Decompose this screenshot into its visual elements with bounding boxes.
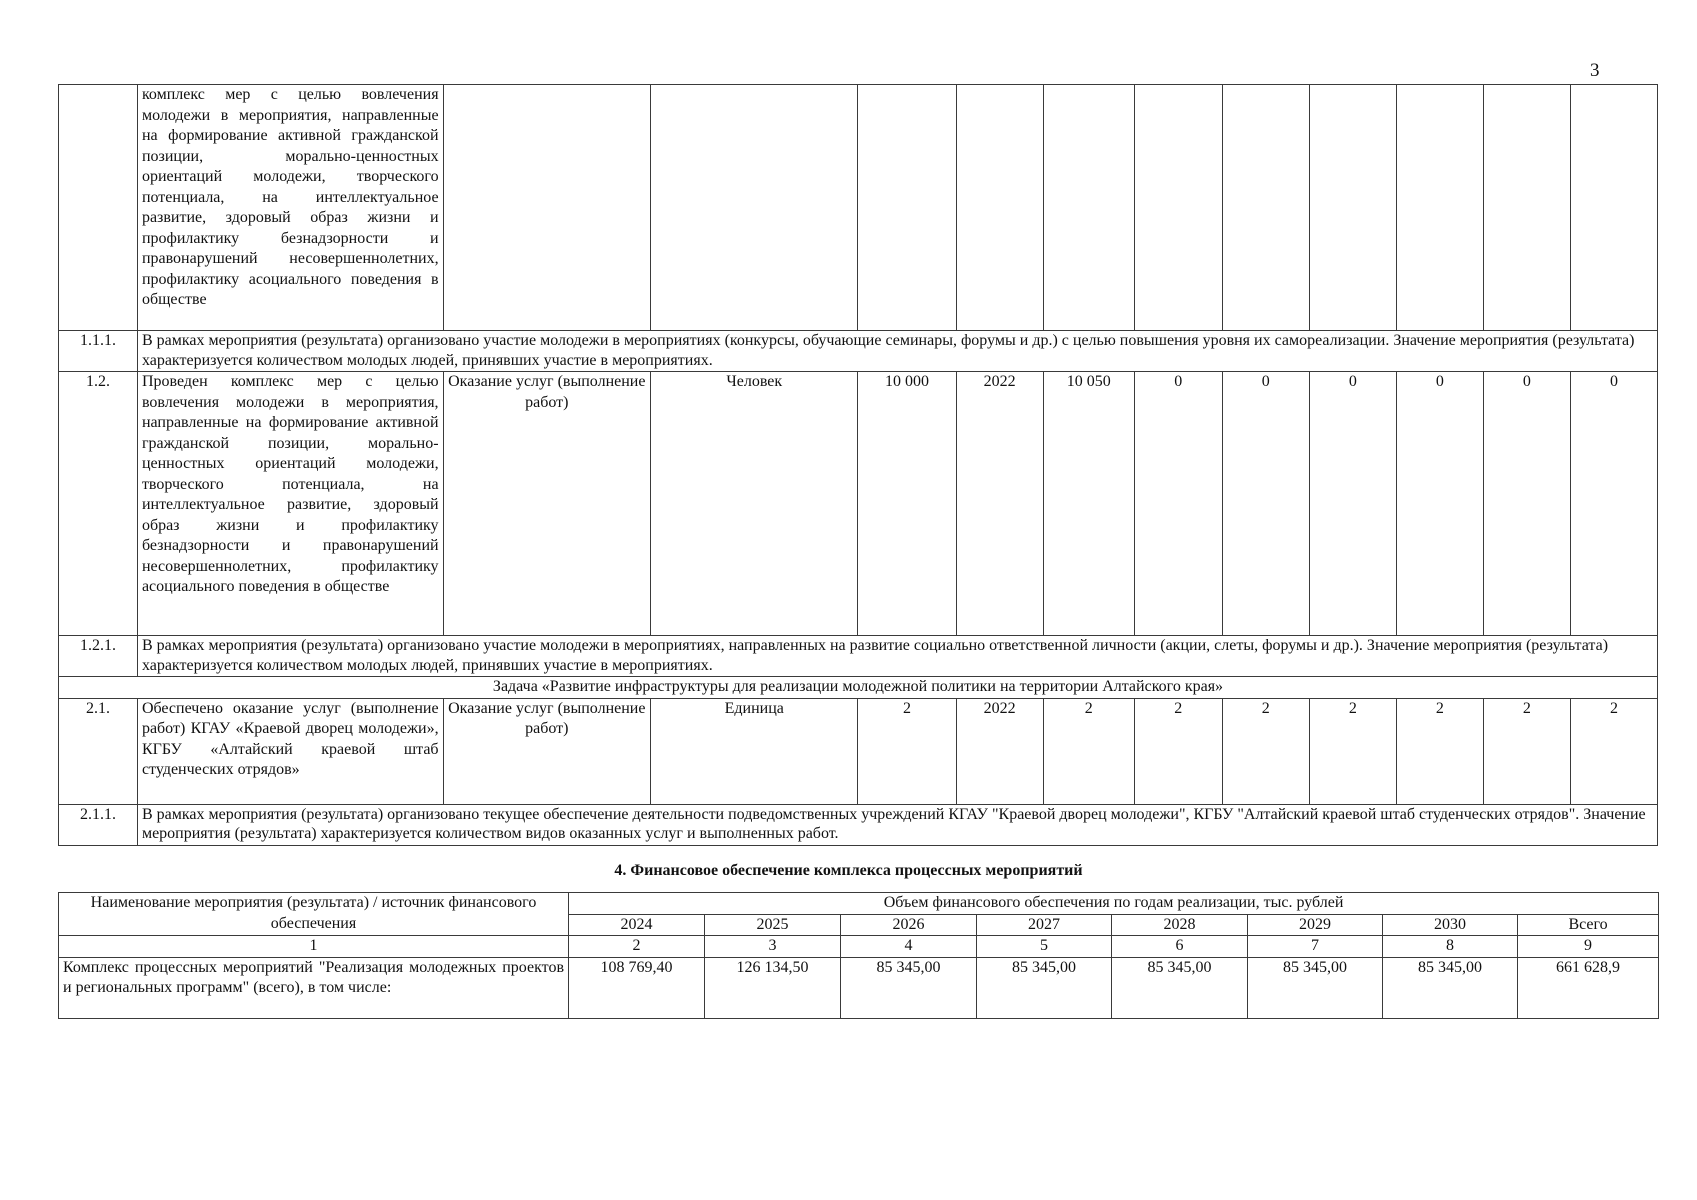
value-cell: 0: [1396, 372, 1483, 636]
amount-cell: 85 345,00: [841, 957, 977, 1018]
column-number: 4: [841, 936, 977, 958]
table-row: [59, 372, 1658, 636]
amount-cell: 85 345,00: [1383, 957, 1518, 1018]
measure-name-cell: комплекс мер с целью вовлечения молодежи в мероприятия, направленные на формирование активной гражданской позиции, морально-ценностных ориентаций молодежи, творческого потенциала, на интеллектуальное развитие, здоровый образ жизни и профилактику безнадзорности и правонарушений несовершеннолетних, профилактику асоциального поведения в обществе: [137, 85, 443, 331]
amount-cell: 85 345,00: [977, 957, 1112, 1018]
row-code: 1.2.1.: [59, 636, 138, 677]
column-number: 9: [1518, 936, 1659, 958]
value-cell: 0: [1309, 372, 1396, 636]
results-table: [58, 84, 1658, 846]
row-description: В рамках мероприятия (результата) организовано участие молодежи в мероприятиях (конкурсы, обучающие семинары, форумы и др.) с целью повышения уровня их самореализации. Значение мероприятия (результата) характеризуется количеством молодых людей, принявших участие в мероприятиях.: [137, 331, 1657, 372]
measure-name-cell: Обеспечено оказание услуг (выполнение работ) КГАУ «Краевой дворец молодежи», КГБУ «Алтайский краевой штаб студенческих отрядов»: [137, 698, 443, 804]
value-cell: 0: [1570, 372, 1657, 636]
value-cell: 0: [1134, 372, 1222, 636]
page-number: 3: [1590, 60, 1600, 81]
value-cell: 2: [1396, 698, 1483, 804]
value-cell: 0: [1483, 372, 1570, 636]
row-description: В рамках мероприятия (результата) организовано текущее обеспечение деятельности подведомственных учреждений КГАУ "Краевой дворец молодежи", КГБУ "Алтайский краевой штаб студенческих отрядов". Значение мероприятия (результата) характеризуется количеством видов оказанных услуг и выполненных работ.: [137, 804, 1657, 845]
total-amount-cell: 661 628,9: [1518, 957, 1659, 1018]
year-header: 2025: [705, 914, 841, 936]
header-volume: Объем финансового обеспечения по годам реализации, тыс. рублей: [569, 893, 1659, 915]
measure-name-cell: Проведен комплекс мер с целью вовлечения молодежи в мероприятия, направленные на формирование активной гражданской позиции, морально-ценностных ориентаций молодежи, творческого потенциала, на интеллектуальное развитие, здоровый образ жизни и профилактику безнадзорности и правонарушений несовершеннолетних, профилактику асоциального поведения в обществе: [137, 372, 443, 636]
row-code: 2.1.1.: [59, 804, 138, 845]
year-header: 2028: [1112, 914, 1248, 936]
value-cell: 2: [1222, 698, 1309, 804]
table-header-row: [59, 893, 1659, 915]
value-cell: 10 050: [1043, 372, 1134, 636]
table-row: [59, 677, 1658, 699]
amount-cell: 85 345,00: [1248, 957, 1383, 1018]
unit-cell: Человек: [651, 372, 858, 636]
total-header: Всего: [1518, 914, 1659, 936]
amount-cell: 85 345,00: [1112, 957, 1248, 1018]
row-code: 1.2.: [59, 372, 138, 636]
table-row: [59, 636, 1658, 677]
row-code: 1.1.1.: [59, 331, 138, 372]
value-cell: 2: [1309, 698, 1396, 804]
year-header: 2027: [977, 914, 1112, 936]
column-number: 3: [705, 936, 841, 958]
measure-type-cell: Оказание услуг (выполнение работ): [443, 372, 650, 636]
task-heading: Задача «Развитие инфраструктуры для реализации молодежной политики на территории Алтайского края»: [59, 677, 1658, 699]
amount-cell: 108 769,40: [569, 957, 705, 1018]
year-header: 2029: [1248, 914, 1383, 936]
value-cell: 0: [1222, 372, 1309, 636]
column-number: 7: [1248, 936, 1383, 958]
column-number: 2: [569, 936, 705, 958]
financing-name-cell: Комплекс процессных мероприятий "Реализация молодежных проектов и региональных программ" (всего), в том числе:: [59, 957, 569, 1018]
column-number: 5: [977, 936, 1112, 958]
value-cell: 2022: [956, 698, 1043, 804]
column-number: 6: [1112, 936, 1248, 958]
table-row: [59, 698, 1658, 804]
table-row: [59, 331, 1658, 372]
value-cell: 2: [1570, 698, 1657, 804]
row-description: В рамках мероприятия (результата) организовано участие молодежи в мероприятиях, направленных на развитие социально ответственной личности (акции, слеты, форумы и др.). Значение мероприятия (результата) характеризуется количеством молодых людей, принявших участие в мероприятиях.: [137, 636, 1657, 677]
financing-table: [58, 892, 1659, 1019]
column-number-row: [59, 936, 1659, 958]
table-row: [59, 804, 1658, 845]
amount-cell: 126 134,50: [705, 957, 841, 1018]
section-title: 4. Финансовое обеспечение комплекса процессных мероприятий: [614, 862, 1083, 879]
column-number: 1: [59, 936, 569, 958]
value-cell: 2: [1043, 698, 1134, 804]
measure-type-cell: Оказание услуг (выполнение работ): [443, 698, 650, 804]
table-row: [59, 957, 1659, 1018]
table-row: [59, 85, 1658, 331]
column-number: 8: [1383, 936, 1518, 958]
row-code: 2.1.: [59, 698, 138, 804]
value-cell: 2: [1483, 698, 1570, 804]
value-cell: 10 000: [858, 372, 956, 636]
year-header: 2024: [569, 914, 705, 936]
year-header: 2026: [841, 914, 977, 936]
unit-cell: Единица: [651, 698, 858, 804]
year-header: 2030: [1383, 914, 1518, 936]
value-cell: 2: [858, 698, 956, 804]
value-cell: 2022: [956, 372, 1043, 636]
header-name: Наименование мероприятия (результата) / источник финансового обеспечения: [59, 893, 569, 936]
value-cell: 2: [1134, 698, 1222, 804]
